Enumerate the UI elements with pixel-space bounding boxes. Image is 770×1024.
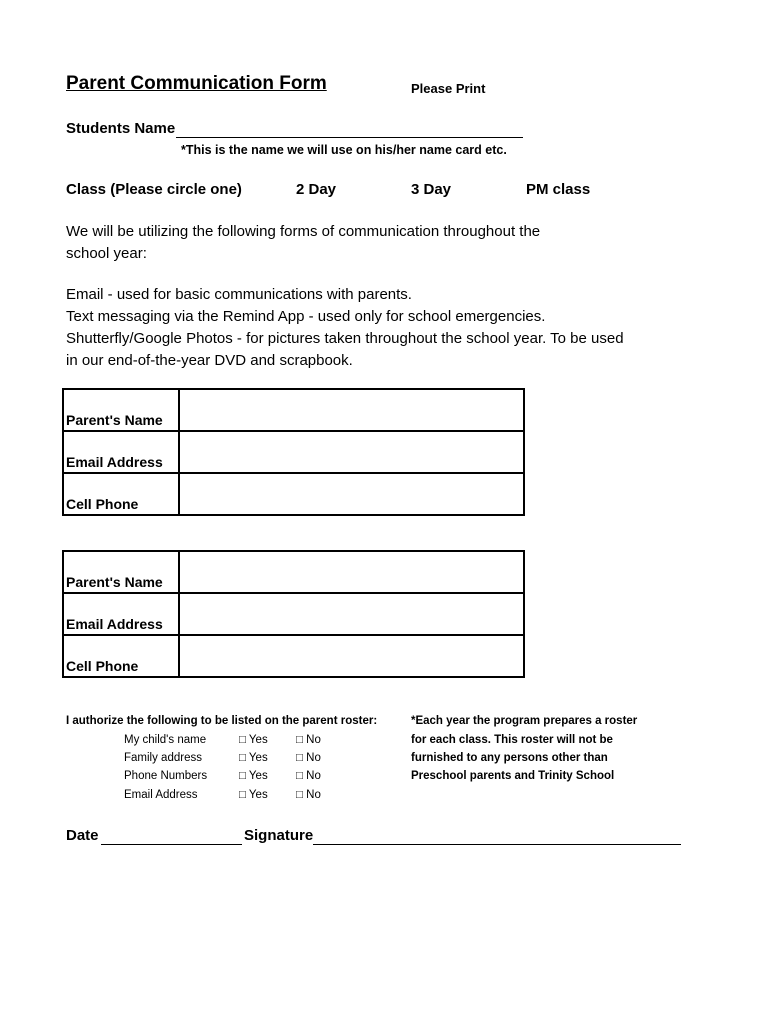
auth-item-email-address: Email Address: [124, 789, 198, 801]
intro-line-1: We will be utilizing the following forms of communication throughout the: [66, 223, 541, 240]
method-email: Email - used for basic communications with parents.: [66, 286, 412, 303]
date-field[interactable]: [101, 844, 242, 845]
roster-note-line-4: Preschool parents and Trinity School: [411, 770, 615, 782]
method-text: Text messaging via the Remind App - used only for school emergencies.: [66, 308, 546, 325]
parent-info-table-1: [62, 388, 525, 516]
class-option-pm-class[interactable]: PM class: [526, 181, 591, 198]
please-print-note: Please Print: [411, 81, 486, 96]
parent-name-label: Parent's Name: [63, 389, 179, 431]
table-row: [63, 431, 524, 473]
table-row: [63, 389, 524, 431]
method-photos: Shutterfly/Google Photos - for pictures taken throughout the school year. To be used: [66, 330, 624, 347]
students-name-label: Students Name: [66, 120, 176, 137]
email-address-label: Email Address: [63, 593, 179, 635]
roster-note-line-1: *Each year the program prepares a roster: [411, 715, 638, 727]
email-address-field[interactable]: [179, 593, 524, 635]
auth-email-address-yes-checkbox[interactable]: □ Yes: [239, 789, 268, 801]
parent-name-field[interactable]: [179, 551, 524, 593]
students-name-field[interactable]: [176, 137, 523, 138]
class-option-2-day[interactable]: 2 Day: [296, 181, 337, 198]
authorization-heading: I authorize the following to be listed on the parent roster:: [66, 715, 378, 727]
cell-phone-label: Cell Phone: [63, 635, 179, 677]
auth-item-childs-name: My child's name: [124, 734, 207, 746]
auth-phone-numbers-no-checkbox[interactable]: □ No: [296, 770, 321, 782]
auth-item-family-address: Family address: [124, 752, 202, 764]
auth-family-address-yes-checkbox[interactable]: □ Yes: [239, 752, 268, 764]
class-label: Class (Please circle one): [66, 181, 242, 198]
auth-family-address-no-checkbox[interactable]: □ No: [296, 752, 321, 764]
signature-field[interactable]: [313, 844, 681, 845]
table-row: [63, 473, 524, 515]
table-row: [63, 635, 524, 677]
roster-note-line-3: furnished to any persons other than: [411, 752, 608, 764]
cell-phone-field[interactable]: [179, 473, 524, 515]
parent-info-table-2: [62, 550, 525, 678]
auth-phone-numbers-yes-checkbox[interactable]: □ Yes: [239, 770, 268, 782]
table-row: [63, 551, 524, 593]
cell-phone-field[interactable]: [179, 635, 524, 677]
class-option-3-day[interactable]: 3 Day: [411, 181, 452, 198]
form-title: Parent Communication Form: [66, 73, 327, 94]
auth-childs-name-yes-checkbox[interactable]: □ Yes: [239, 734, 268, 746]
auth-childs-name-no-checkbox[interactable]: □ No: [296, 734, 321, 746]
signature-label: Signature: [244, 827, 314, 844]
parent-name-field[interactable]: [179, 389, 524, 431]
intro-line-2: school year:: [66, 245, 147, 262]
date-label: Date: [66, 827, 99, 844]
auth-email-address-no-checkbox[interactable]: □ No: [296, 789, 321, 801]
cell-phone-label: Cell Phone: [63, 473, 179, 515]
parent-name-label: Parent's Name: [63, 551, 179, 593]
email-address-label: Email Address: [63, 431, 179, 473]
auth-item-phone-numbers: Phone Numbers: [124, 770, 208, 782]
table-row: [63, 593, 524, 635]
students-name-note: *This is the name we will use on his/her name card etc.: [181, 143, 507, 157]
method-photos-cont: in our end-of-the-year DVD and scrapbook.: [66, 352, 353, 369]
email-address-field[interactable]: [179, 431, 524, 473]
roster-note-line-2: for each class. This roster will not be: [411, 734, 613, 746]
